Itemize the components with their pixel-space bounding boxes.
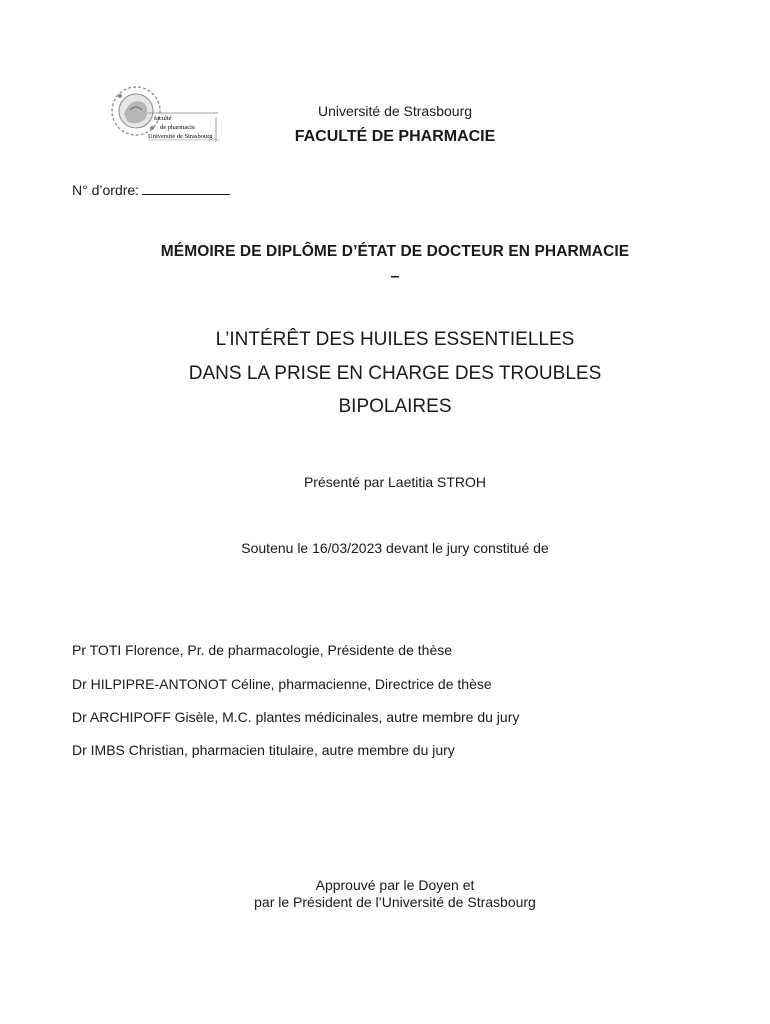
presented-by: Présenté par Laetitia STROH <box>303 474 487 490</box>
jury-member: Pr TOTI Florence, Pr. de pharmacologie, Présidente de thèse <box>72 642 453 658</box>
logo-text-1: faculté <box>154 115 172 122</box>
logo-text-2: de pharmacie <box>160 124 195 131</box>
defense-date: Soutenu le 16/03/2023 devant le jury constitué de <box>241 540 549 556</box>
jury-member: Dr ARCHIPOFF Gisèle, M.C. plantes médicinales, autre membre du jury <box>72 709 520 725</box>
faculty-name: FACULTÉ DE PHARMACIE <box>294 128 496 145</box>
approval-line-1: Approuvé par le Doyen et <box>315 877 475 893</box>
memoire-heading: MÉMOIRE DE DIPLÔME D’ÉTAT DE DOCTEUR EN PHARMACIE <box>160 243 630 260</box>
thesis-title-line-1: L’INTÉRÊT DES HUILES ESSENTIELLES <box>215 329 575 350</box>
ordre-label: N° d’ordre: <box>72 182 140 198</box>
jury-member: Dr HILPIPRE-ANTONOT Céline, pharmacienne, Directrice de thèse <box>72 676 492 692</box>
ordre-blank-line <box>142 182 230 195</box>
memoire-dash: – <box>390 268 400 285</box>
ordre-field <box>72 182 230 198</box>
university-name: Université de Strasbourg <box>317 103 473 119</box>
jury-member: Dr IMBS Christian, pharmacien titulaire, autre membre du jury <box>72 742 455 758</box>
thesis-title-line-3: BIPOLAIRES <box>338 396 452 417</box>
approval-line-2: par le Président de l’Université de Strasbourg <box>254 894 536 910</box>
logo-text-3: Université de Strasbourg <box>148 133 213 140</box>
approval-statement <box>10 877 770 911</box>
thesis-title-line-2: DANS LA PRISE EN CHARGE DES TROUBLES <box>188 363 602 384</box>
